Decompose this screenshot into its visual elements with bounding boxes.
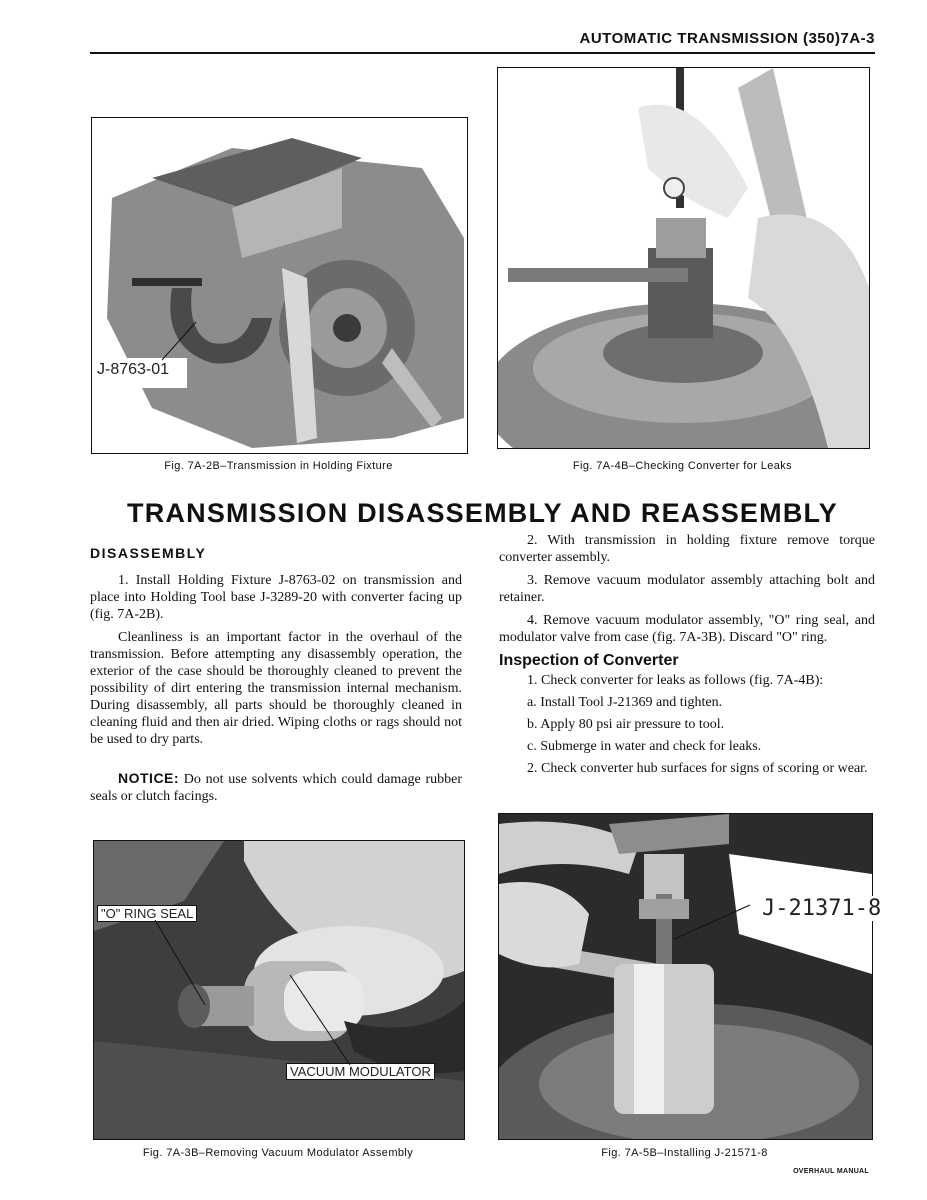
- caption-fig-7a-5b: Fig. 7A-5B–Installing J-21571-8: [601, 1147, 768, 1159]
- right-column: [499, 532, 875, 782]
- callout-tool-j-21371-8: J-21371-8: [758, 896, 885, 921]
- heading-inspection-of-converter: Inspection of Converter: [499, 652, 679, 669]
- caption-fig-7a-2b: Fig. 7A-2B–Transmission in Holding Fixture: [164, 460, 393, 472]
- notice-label: NOTICE:: [118, 770, 180, 786]
- inspection-step-2: 2. Check converter hub surfaces for signs of scoring or wear.: [527, 761, 868, 776]
- left-column: [90, 545, 462, 811]
- callout-holding-fixture: J-8763-01: [97, 361, 170, 378]
- section-title: TRANSMISSION DISASSEMBLY AND REASSEMBLY: [127, 498, 838, 528]
- paragraph-step-1: 1. Install Holding Fixture J-8763-02 on transmission and place into Holding Tool base J-3289-20 with converter facing up (fig. 7A-2B).: [90, 573, 462, 622]
- callout-vacuum-modulator: VACUUM MODULATOR: [286, 1063, 435, 1080]
- heading-disassembly: DISASSEMBLY: [90, 545, 207, 561]
- callout-leaders-modulator: [150, 915, 360, 1070]
- paragraph-step-2: 2. With transmission in holding fixture remove torque converter assembly.: [499, 533, 875, 565]
- inspection-step-1: 1. Check converter for leaks as follows (fig. 7A-4B):: [527, 673, 824, 688]
- caption-fig-7a-4b: Fig. 7A-4B–Checking Converter for Leaks: [572, 460, 793, 472]
- figure-transmission-holding-fixture: [91, 117, 468, 454]
- inspection-step-1a: a. Install Tool J-21369 and tighten.: [527, 695, 723, 710]
- callout-leader-holding-fixture: [160, 318, 200, 363]
- callout-leader-tool: [672, 903, 752, 943]
- inspection-step-1b: b. Apply 80 psi air pressure to tool.: [527, 717, 725, 732]
- page-header-title: AUTOMATIC TRANSMISSION (350)7A-3: [579, 30, 875, 47]
- footer-mark: OVERHAUL MANUAL: [793, 1168, 869, 1175]
- paragraph-cleanliness: Cleanliness is an important factor in the overhaul of the transmission. Before attempting any disassembly operation, the exterior of the case should be thoroughly cleaned to prevent the possibility of dirt entering the transmission internal mechanism. During disassembly, all parts should be thoroughly cleaned in cleaning fluid and then air dried. Wiping cloths or rags should not be used to dry parts.: [90, 630, 462, 747]
- transmission-photo: [92, 118, 467, 453]
- installing-tool-photo: [499, 814, 872, 1139]
- figure-installing-tool: [498, 813, 873, 1140]
- notice-paragraph: [90, 770, 462, 805]
- paragraph-step-4: 4. Remove vacuum modulator assembly, "O" ring seal, and modulator valve from case (fig. 7A-3B). Discard "O" ring.: [499, 613, 875, 645]
- notice-text: Do not use solvents which could damage rubber seals or clutch facings.: [90, 772, 462, 804]
- caption-fig-7a-3b: Fig. 7A-3B–Removing Vacuum Modulator Assembly: [142, 1147, 414, 1159]
- header-rule: [90, 52, 875, 54]
- inspection-step-1c: c. Submerge in water and check for leaks.: [527, 739, 762, 754]
- callout-o-ring-seal: "O" RING SEAL: [97, 905, 197, 922]
- figure-checking-converter-leaks: [497, 67, 870, 449]
- paragraph-step-3: 3. Remove vacuum modulator assembly attaching bolt and retainer.: [499, 573, 875, 605]
- converter-leak-photo: [498, 68, 869, 448]
